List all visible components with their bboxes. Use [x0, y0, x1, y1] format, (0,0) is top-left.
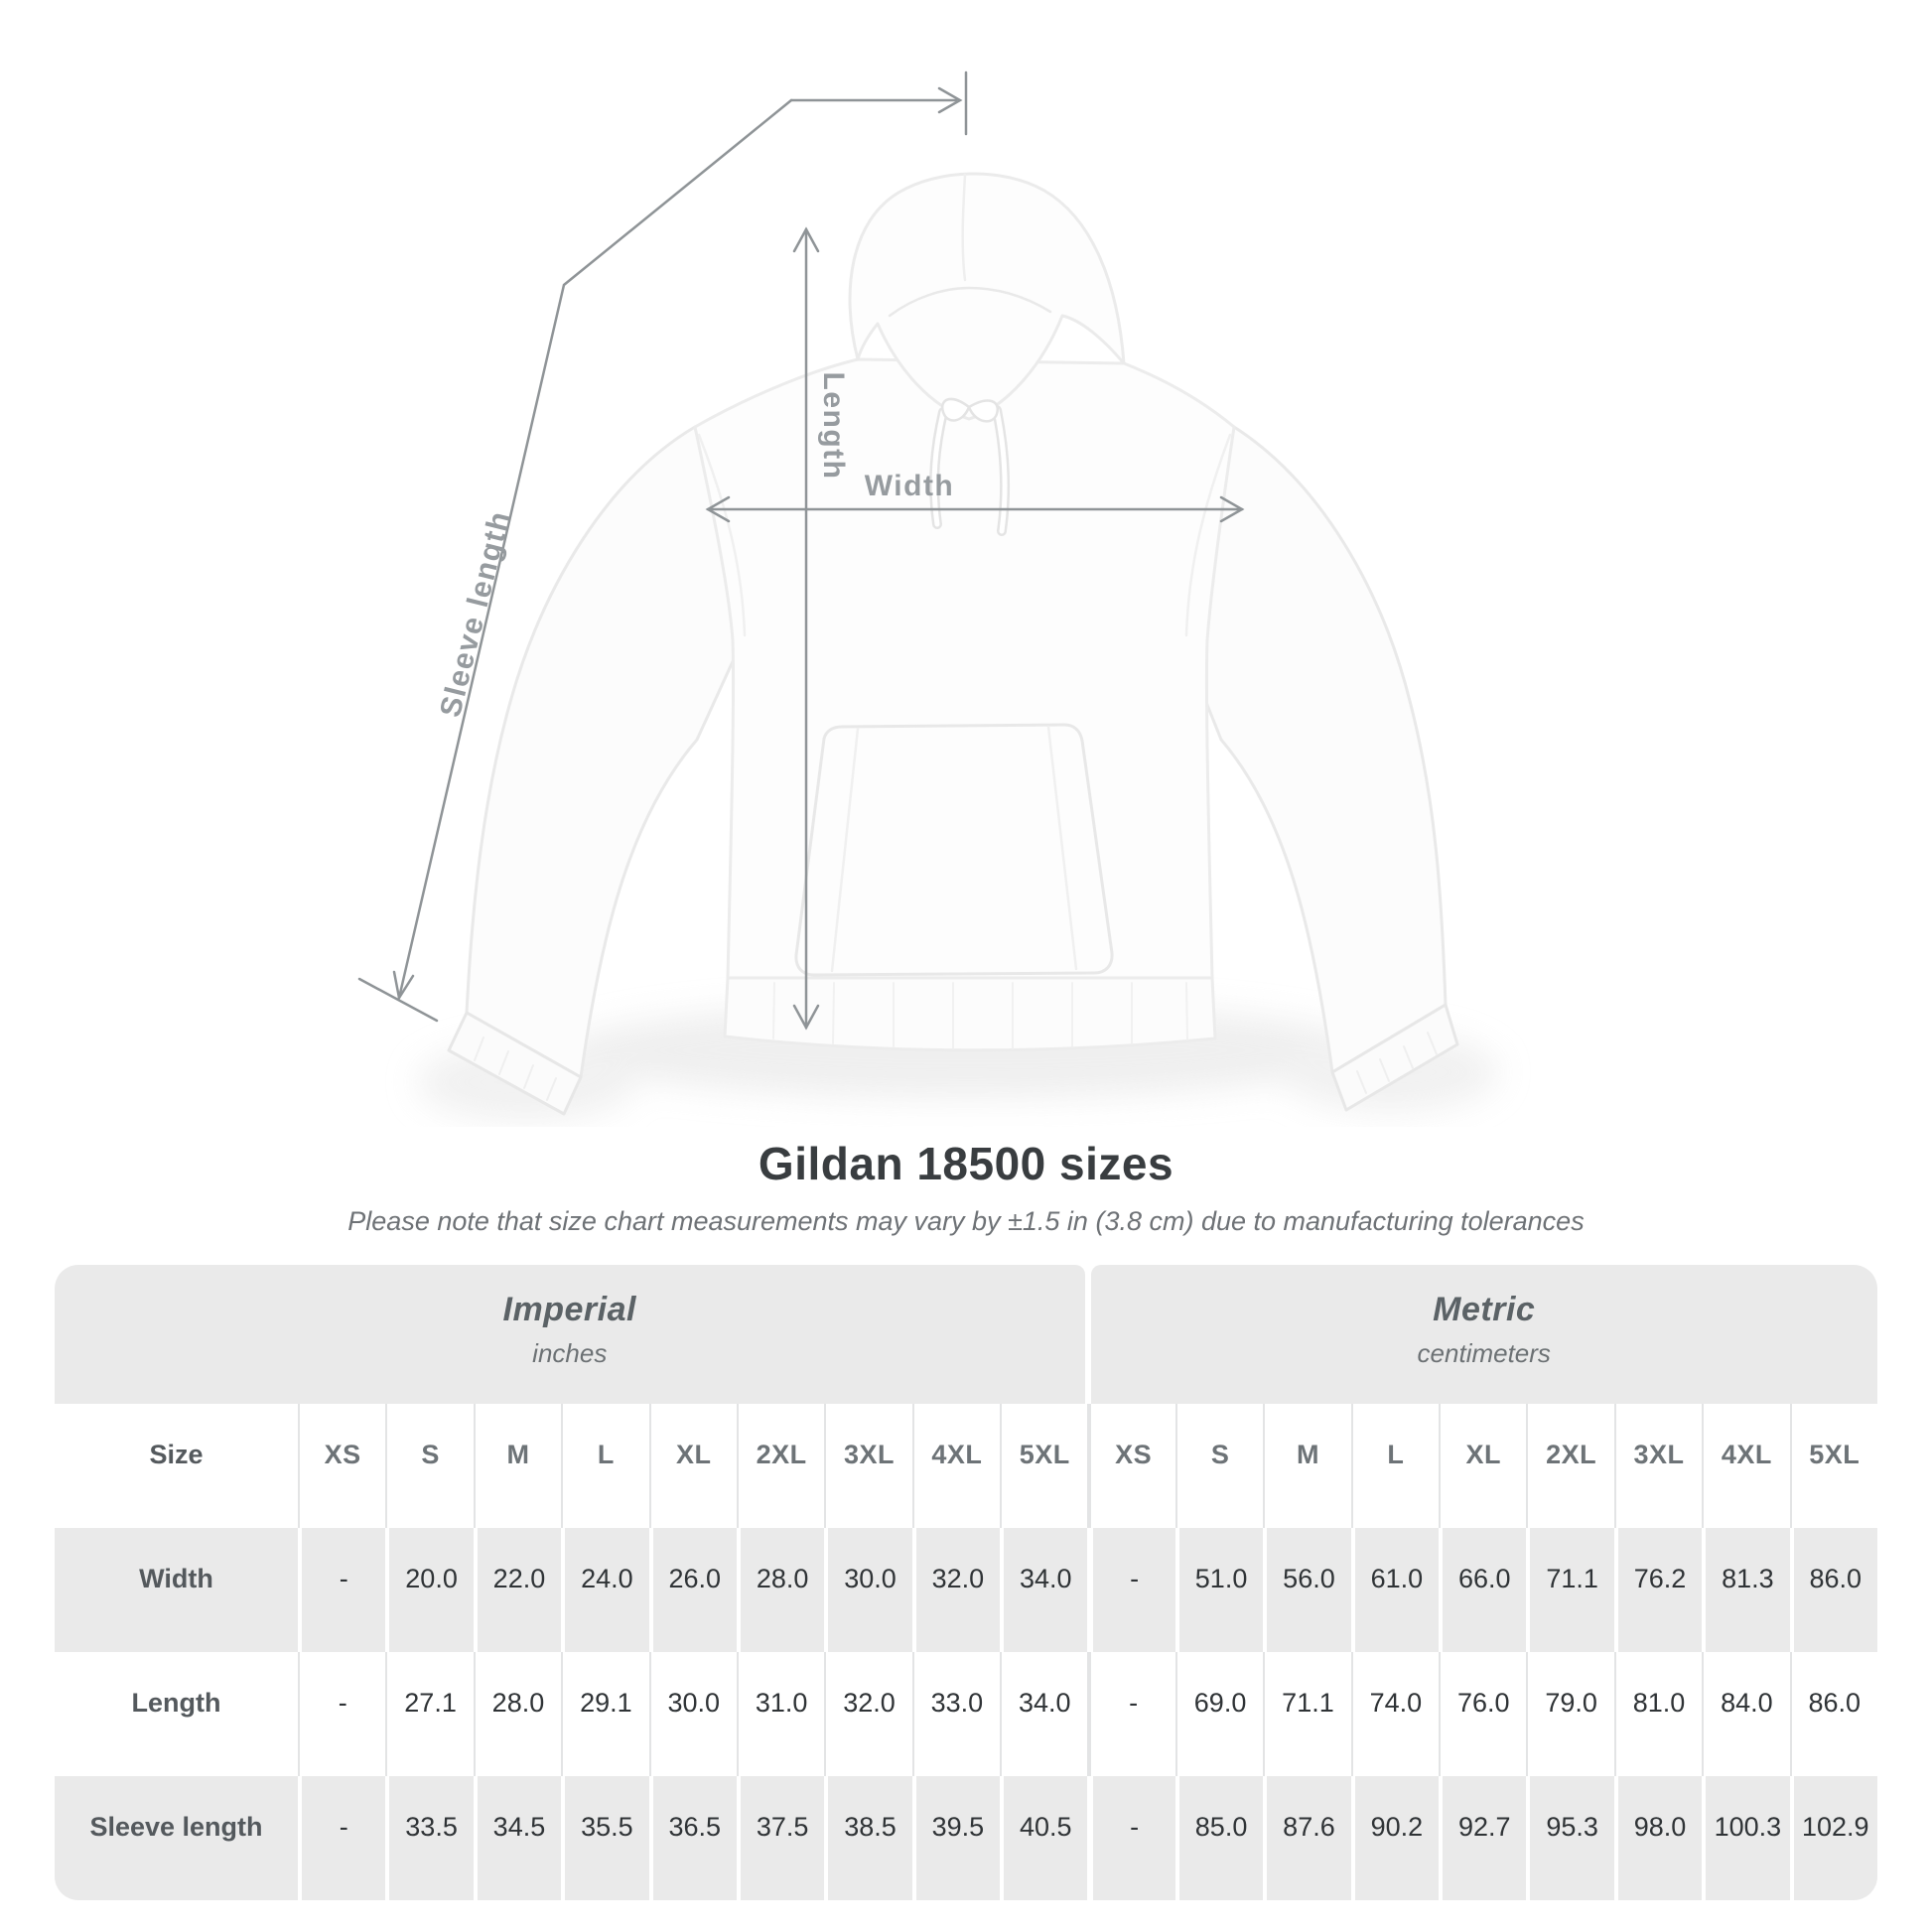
metric-section-header [1091, 1265, 1878, 1404]
cell: 79.0 [1526, 1652, 1613, 1776]
cell: - [298, 1528, 385, 1652]
cell: 86.0 [1790, 1652, 1877, 1776]
cell: 81.0 [1614, 1652, 1702, 1776]
cell: - [1087, 1652, 1174, 1776]
unit-bands-row [55, 1265, 1877, 1404]
size-col-header: XS [298, 1404, 385, 1528]
cell: 29.1 [561, 1652, 648, 1776]
cell: 34.0 [1000, 1528, 1087, 1652]
cell: 24.0 [561, 1528, 648, 1652]
cell: 98.0 [1614, 1776, 1702, 1900]
cell: 92.7 [1439, 1776, 1526, 1900]
cell: 86.0 [1790, 1528, 1877, 1652]
cell: 87.6 [1263, 1776, 1350, 1900]
cell: 76.2 [1614, 1528, 1702, 1652]
tolerance-note: Please note that size chart measurements may vary by ±1.5 in (3.8 cm) due to manufacturing tolerances [347, 1206, 1585, 1236]
cell: 28.0 [737, 1528, 824, 1652]
size-col-header: XL [1439, 1404, 1526, 1528]
table-row-sleeve-length [55, 1776, 1877, 1900]
imperial-section-header [55, 1265, 1085, 1404]
cell: 37.5 [737, 1776, 824, 1900]
size-col-header: 5XL [1790, 1404, 1877, 1528]
cell: 26.0 [649, 1528, 737, 1652]
size-col-header: 2XL [1526, 1404, 1613, 1528]
size-col-header: 3XL [1614, 1404, 1702, 1528]
cell: 69.0 [1175, 1652, 1263, 1776]
cell: 81.3 [1702, 1528, 1789, 1652]
cell: 84.0 [1702, 1652, 1789, 1776]
size-col-header: XL [649, 1404, 737, 1528]
cell: 56.0 [1263, 1528, 1350, 1652]
table-row-width [55, 1528, 1877, 1652]
cell: 32.0 [824, 1652, 911, 1776]
metric-label: Metric [1433, 1291, 1536, 1328]
size-col-header: M [474, 1404, 561, 1528]
page-title: Gildan 18500 sizes [758, 1138, 1174, 1189]
cell: - [298, 1652, 385, 1776]
cell: 34.5 [474, 1776, 561, 1900]
imperial-unit-label: inches [532, 1338, 608, 1368]
cell: 74.0 [1351, 1652, 1439, 1776]
row-label: Length [55, 1652, 298, 1776]
cell: 76.0 [1439, 1652, 1526, 1776]
cell: 30.0 [649, 1652, 737, 1776]
row-label: Sleeve length [55, 1776, 298, 1900]
cell: 40.5 [1000, 1776, 1087, 1900]
cell: 38.5 [824, 1776, 911, 1900]
size-col-header: XS [1087, 1404, 1174, 1528]
size-col-header: S [1175, 1404, 1263, 1528]
cell: - [298, 1776, 385, 1900]
cell: 66.0 [1439, 1528, 1526, 1652]
cell: 100.3 [1702, 1776, 1789, 1900]
size-table [55, 1265, 1877, 1900]
size-col-header: 4XL [912, 1404, 1000, 1528]
cell: 90.2 [1351, 1776, 1439, 1900]
cell: 22.0 [474, 1528, 561, 1652]
cell: 33.5 [385, 1776, 473, 1900]
cell: - [1087, 1528, 1174, 1652]
size-col-header: 5XL [1000, 1404, 1087, 1528]
cell: 102.9 [1790, 1776, 1877, 1900]
cell: 71.1 [1526, 1528, 1613, 1652]
sleeve-length-label: Sleeve length [434, 506, 517, 721]
hoodie-illustration [449, 174, 1457, 1114]
cell: 71.1 [1263, 1652, 1350, 1776]
metric-unit-label: centimeters [1417, 1338, 1551, 1368]
size-col-header: 4XL [1702, 1404, 1789, 1528]
length-label: Length [817, 371, 850, 481]
size-header-row [55, 1404, 1877, 1528]
cell: 85.0 [1175, 1776, 1263, 1900]
cell: 34.0 [1000, 1652, 1087, 1776]
cell: 95.3 [1526, 1776, 1613, 1900]
imperial-label: Imperial [502, 1291, 636, 1328]
size-col-header: 3XL [824, 1404, 911, 1528]
cell: 35.5 [561, 1776, 648, 1900]
size-col-header: M [1263, 1404, 1350, 1528]
row-label: Width [55, 1528, 298, 1652]
cell: 27.1 [385, 1652, 473, 1776]
cell: 39.5 [912, 1776, 1000, 1900]
size-col-header: 2XL [737, 1404, 824, 1528]
cell: - [1087, 1776, 1174, 1900]
size-col-header: L [1351, 1404, 1439, 1528]
cell: 61.0 [1351, 1528, 1439, 1652]
cell: 32.0 [912, 1528, 1000, 1652]
cell: 31.0 [737, 1652, 824, 1776]
size-col-header: S [385, 1404, 473, 1528]
cell: 36.5 [649, 1776, 737, 1900]
size-column-header: Size [55, 1404, 298, 1528]
size-col-header: L [561, 1404, 648, 1528]
cell: 20.0 [385, 1528, 473, 1652]
hoodie-pocket [796, 725, 1112, 975]
table-row-length [55, 1652, 1877, 1776]
cell: 51.0 [1175, 1528, 1263, 1652]
cell: 33.0 [912, 1652, 1000, 1776]
width-label: Width [864, 470, 955, 502]
cell: 28.0 [474, 1652, 561, 1776]
cell: 30.0 [824, 1528, 911, 1652]
